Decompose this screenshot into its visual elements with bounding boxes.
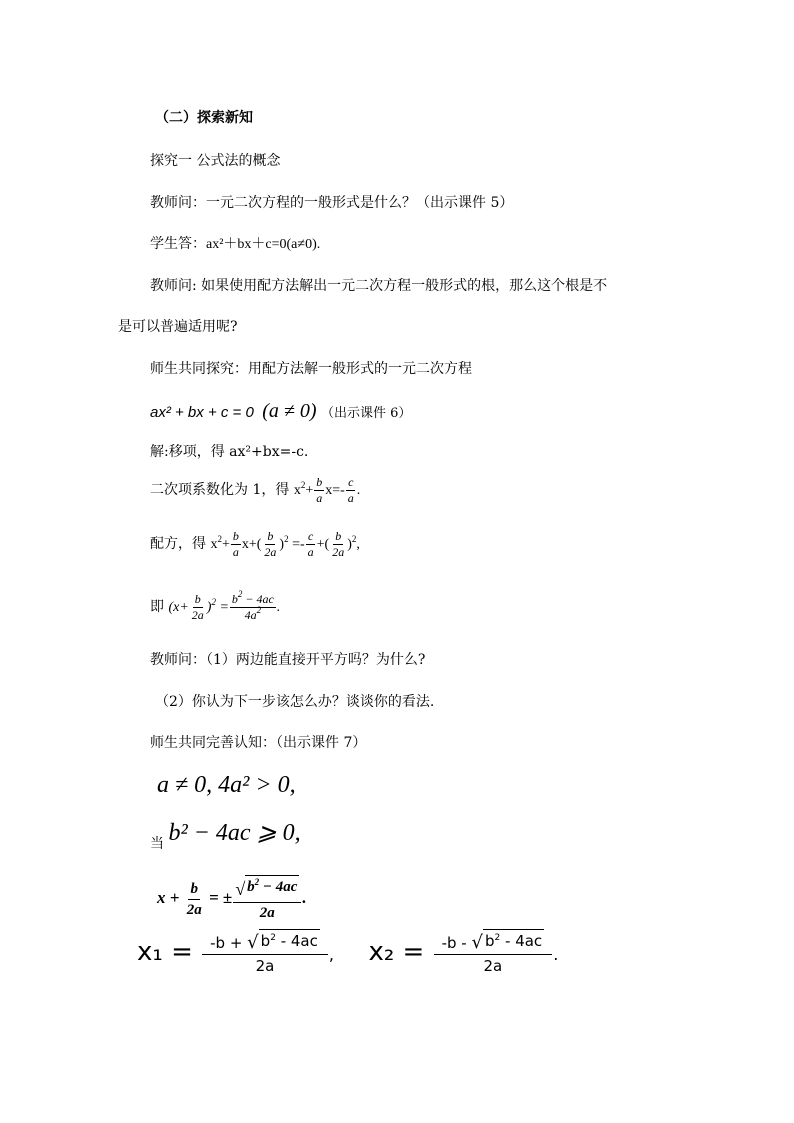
teacher-question-3-part-2: （2）你认为下一步该怎么办？谈谈你的看法. xyxy=(155,694,435,710)
final-roots: x₁ = -b + √ $b^2 - 4ac$ 2a , x₂ = -b - √ $b^2 - 4ac$ 2a . xyxy=(137,922,558,985)
explore-title: 探究一 公式法的概念 xyxy=(150,153,281,169)
when-label: 当 xyxy=(150,836,164,852)
equation-condition: (a ≠ 0) xyxy=(262,400,317,422)
coefficient-label: 二次项系数化为 1，得 xyxy=(150,482,290,498)
student-answer-line xyxy=(150,235,320,254)
root-formula-step: x + $\frac{b}{2a}$ = ± √ $b^2 - 4ac$ 2a . xyxy=(157,877,307,922)
complete-square-step xyxy=(150,526,360,563)
joint-improve: 师生共同完善认知：（出示课件 7） xyxy=(150,735,367,751)
courseware-6: （出示课件 6） xyxy=(321,406,412,421)
student-label: 学生答： xyxy=(150,236,206,252)
x2-fraction: -b - √ $b^2 - 4ac$ 2a xyxy=(434,929,553,977)
ie-formula: (x+ $\frac{b}{2a}$ )$^2$ = $\frac{b^2 - 4ac}{4a^2}$ . xyxy=(168,589,281,623)
x1-fraction: -b + √ $b^2 - 4ac$ 2a xyxy=(202,929,328,977)
condition-1: a ≠ 0, 4a² > 0, xyxy=(157,772,296,798)
general-equation-line xyxy=(150,398,411,427)
joint-explore: 师生共同探究：用配方法解一般形式的一元二次方程 xyxy=(150,361,472,377)
complete-label: 配方，得 xyxy=(150,536,206,552)
student-answer: ax²＋bx＋c=0(a≠0). xyxy=(206,237,321,252)
general-equation: ax² + bx + c = 0 xyxy=(150,404,254,421)
condition-2: b² − 4ac ⩾ 0, xyxy=(168,820,301,846)
ie-label: 即 xyxy=(150,599,164,615)
section-heading: （二）探索新知 xyxy=(155,110,253,126)
coefficient-formula: $x^2+$ $\frac{b}{a}$ x=- $\frac{c}{a}$ . xyxy=(293,475,361,506)
teacher-question-2-line-1: 教师问: 如果使用配方法解出一元二次方程一般形式的根，那么这个根是不 xyxy=(150,278,608,294)
coefficient-step xyxy=(150,472,360,509)
complete-formula: $x^2+$ $\frac{b}{a}$ x+( $\frac{b}{2a}$ )$^2$ =- $\frac{c}{a}$ +( $\frac{b}{2a}$ )$^2$, xyxy=(210,529,360,560)
solve-move: 解:移项，得 ax²+bx=-c. xyxy=(150,444,309,460)
teacher-question-1: 教师问：一元二次方程的一般形式是什么？（出示课件 5） xyxy=(150,195,514,211)
condition-2-line xyxy=(150,818,301,859)
ie-step xyxy=(150,589,280,626)
teacher-question-2-line-2: 是可以普遍适用呢? xyxy=(118,319,238,335)
teacher-question-3: 教师问：（1）两边能直接开平方吗？为什么? xyxy=(150,652,426,668)
x2-label: x₂ = xyxy=(368,937,425,967)
x1-label: x₁ = xyxy=(137,937,193,967)
